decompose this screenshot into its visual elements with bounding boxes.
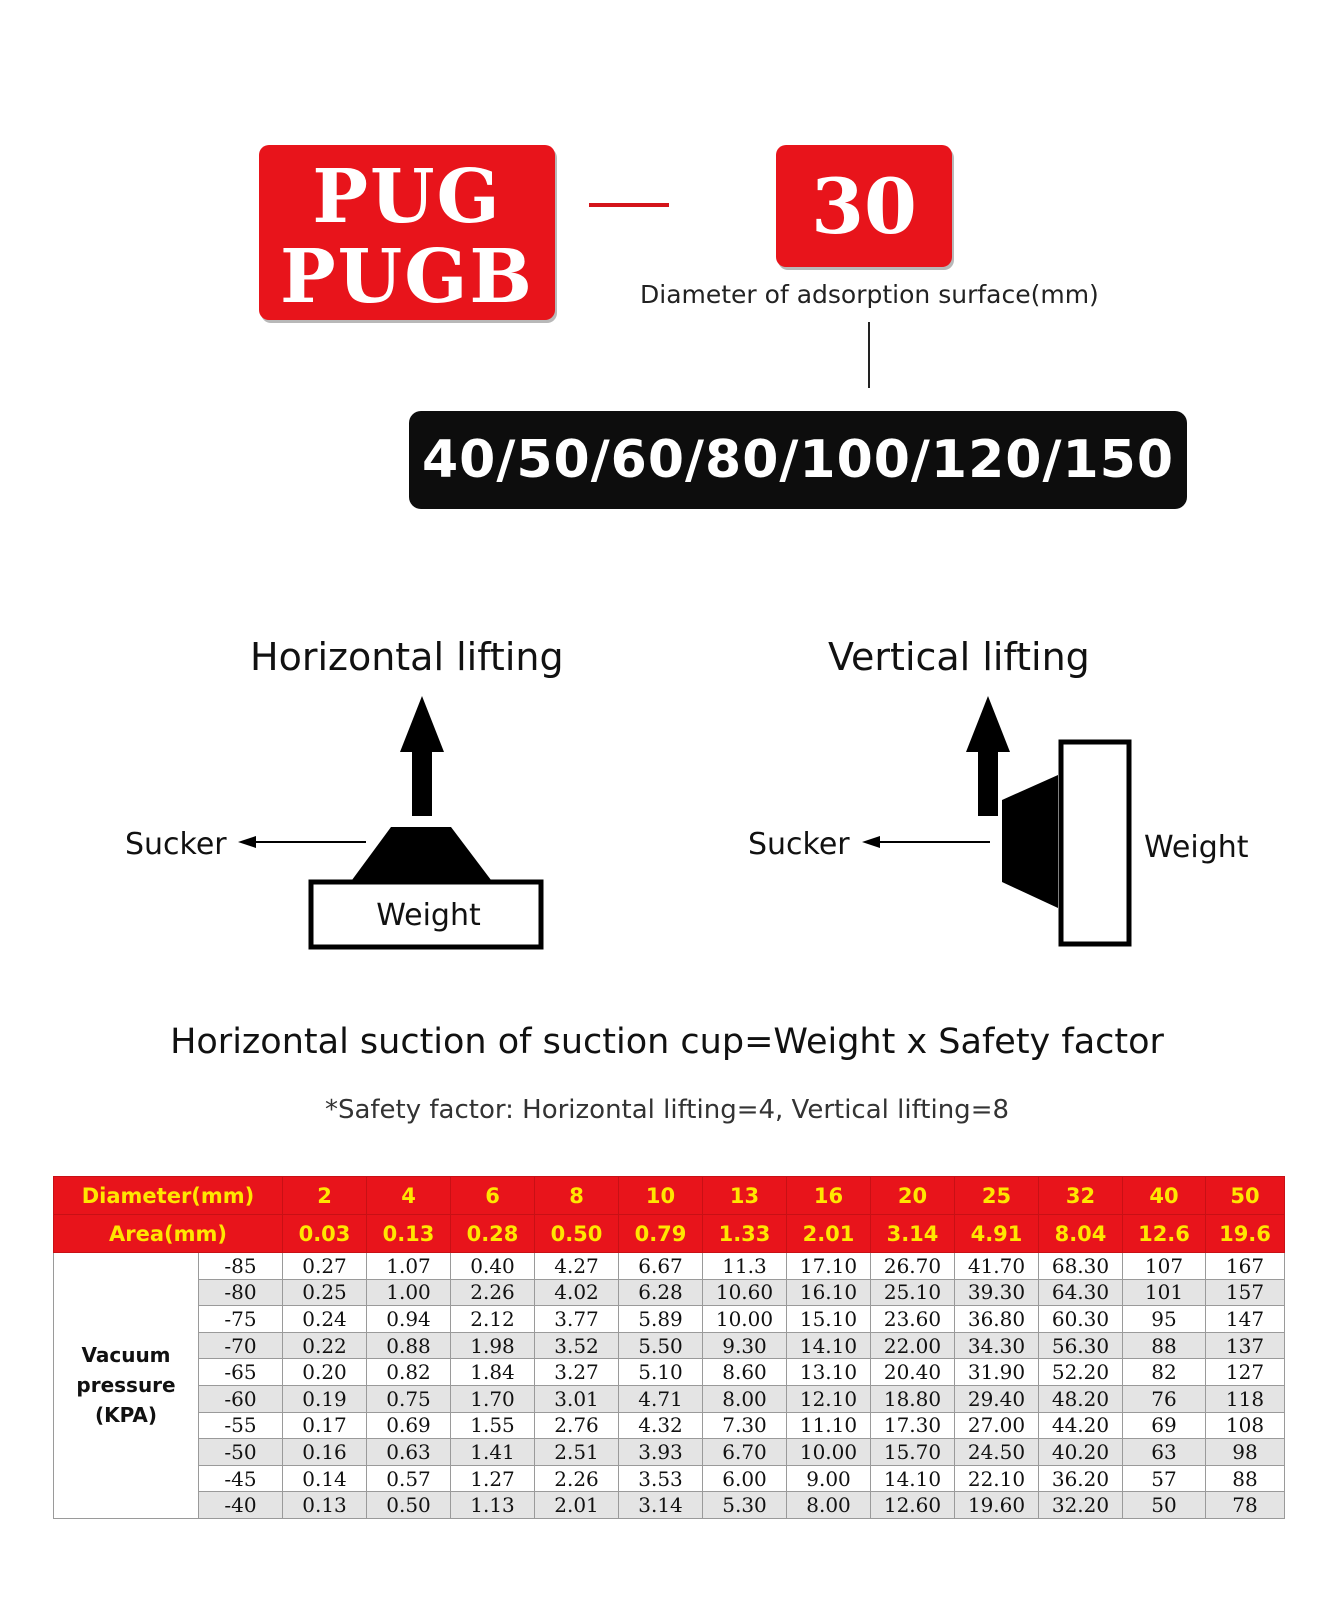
vacuum-pressure-label-line: pressure [76,1373,176,1398]
size-code: 30 [811,162,917,251]
suction-value-cell: 98 [1206,1439,1285,1466]
suction-force-table [53,1176,1285,1519]
lift-arrow-icon [966,696,1010,816]
suction-value-cell: 5.50 [619,1332,703,1359]
suction-value-cell: 2.12 [451,1306,535,1333]
area-header-row [54,1215,1285,1253]
suction-value-cell: 0.22 [283,1332,367,1359]
suction-value-cell: 12.10 [787,1385,871,1412]
suction-value-cell: 2.01 [535,1492,619,1519]
suction-value-cell: 1.70 [451,1385,535,1412]
suction-value-cell: 8.60 [703,1359,787,1386]
suction-value-cell: 78 [1206,1492,1285,1519]
diameter-header-cell: 25 [955,1177,1039,1215]
diameter-header-cell: 6 [451,1177,535,1215]
diameter-header-cell: 10 [619,1177,703,1215]
suction-value-cell: 0.13 [283,1492,367,1519]
suction-value-cell: 7.30 [703,1412,787,1439]
pressure-cell: -85 [199,1253,283,1280]
suction-value-cell: 3.01 [535,1385,619,1412]
suction-value-cell: 10.00 [787,1439,871,1466]
suction-value-cell: 15.10 [787,1306,871,1333]
diameter-header-cell: 20 [871,1177,955,1215]
suction-value-cell: 41.70 [955,1253,1039,1280]
suction-value-cell: 167 [1206,1253,1285,1280]
size-code-badge [776,145,952,267]
suction-value-cell: 0.19 [283,1385,367,1412]
weight-box [1061,742,1129,944]
suction-value-cell: 60.30 [1039,1306,1123,1333]
area-header-cell: 3.14 [871,1215,955,1253]
suction-value-cell: 52.20 [1039,1359,1123,1386]
suction-value-cell: 147 [1206,1306,1285,1333]
suction-value-cell: 1.07 [367,1253,451,1280]
suction-value-cell: 63 [1123,1439,1206,1466]
area-header-cell: 2.01 [787,1215,871,1253]
connector-line [868,322,870,388]
pressure-cell: -40 [199,1492,283,1519]
suction-value-cell: 48.20 [1039,1385,1123,1412]
pointer-arrow-icon [862,836,990,848]
suction-value-cell: 13.10 [787,1359,871,1386]
suction-value-cell: 17.30 [871,1412,955,1439]
suction-value-cell: 64.30 [1039,1279,1123,1306]
suction-value-cell: 118 [1206,1385,1285,1412]
suction-value-cell: 157 [1206,1279,1285,1306]
suction-value-cell: 3.53 [619,1465,703,1492]
suction-value-cell: 6.28 [619,1279,703,1306]
suction-value-cell: 1.27 [451,1465,535,1492]
suction-value-cell: 95 [1123,1306,1206,1333]
suction-value-cell: 3.77 [535,1306,619,1333]
suction-value-cell: 19.60 [955,1492,1039,1519]
diameter-header-cell: 2 [283,1177,367,1215]
area-header-cell: 0.50 [535,1215,619,1253]
pressure-cell: -80 [199,1279,283,1306]
pressure-cell: -70 [199,1332,283,1359]
suction-value-cell: 137 [1206,1332,1285,1359]
area-header-cell: 12.6 [1123,1215,1206,1253]
suction-value-cell: 39.30 [955,1279,1039,1306]
suction-value-cell: 17.10 [787,1253,871,1280]
suction-value-cell: 2.51 [535,1439,619,1466]
suction-value-cell: 69 [1123,1412,1206,1439]
area-header-cell: 0.13 [367,1215,451,1253]
diameter-header-cell: 40 [1123,1177,1206,1215]
vertical-weight-label: Weight [1144,830,1249,865]
suction-value-cell: 10.00 [703,1306,787,1333]
vacuum-pressure-label [54,1253,199,1519]
suction-value-cell: 4.71 [619,1385,703,1412]
suction-value-cell: 34.30 [955,1332,1039,1359]
suction-value-cell: 1.55 [451,1412,535,1439]
pressure-cell: -45 [199,1465,283,1492]
diameter-header-cell: 8 [535,1177,619,1215]
suction-value-cell: 82 [1123,1359,1206,1386]
suction-value-cell: 11.3 [703,1253,787,1280]
suction-value-cell: 68.30 [1039,1253,1123,1280]
vacuum-pressure-label-line: (KPA) [94,1403,158,1428]
suction-value-cell: 2.26 [535,1465,619,1492]
suction-value-cell: 9.00 [787,1465,871,1492]
table-row [54,1359,1285,1386]
area-header-cell: 0.79 [619,1215,703,1253]
diameter-header-label: Diameter(mm) [54,1177,283,1215]
suction-value-cell: 1.98 [451,1332,535,1359]
suction-value-cell: 22.10 [955,1465,1039,1492]
suction-value-cell: 0.16 [283,1439,367,1466]
suction-value-cell: 5.89 [619,1306,703,1333]
table-row [54,1439,1285,1466]
suction-value-cell: 0.40 [451,1253,535,1280]
table-row [54,1385,1285,1412]
lift-arrow-icon [400,696,444,816]
suction-value-cell: 44.20 [1039,1412,1123,1439]
suction-value-cell: 2.26 [451,1279,535,1306]
suction-value-cell: 15.70 [871,1439,955,1466]
diameter-header-cell: 32 [1039,1177,1123,1215]
horizontal-lifting-title: Horizontal lifting [250,635,564,679]
suction-value-cell: 36.80 [955,1306,1039,1333]
suction-value-cell: 3.93 [619,1439,703,1466]
suction-value-cell: 1.41 [451,1439,535,1466]
suction-value-cell: 4.32 [619,1412,703,1439]
size-caption: Diameter of adsorption surface(mm) [640,280,1099,309]
table-row [54,1412,1285,1439]
diameter-header-cell: 4 [367,1177,451,1215]
suction-value-cell: 0.88 [367,1332,451,1359]
suction-value-cell: 0.69 [367,1412,451,1439]
safety-factor-note: *Safety factor: Horizontal lifting=4, Vertical lifting=8 [324,1095,1010,1125]
suction-value-cell: 24.50 [955,1439,1039,1466]
suction-value-cell: 107 [1123,1253,1206,1280]
suction-value-cell: 0.17 [283,1412,367,1439]
pointer-arrow-icon [238,836,366,848]
suction-value-cell: 11.10 [787,1412,871,1439]
suction-value-cell: 76 [1123,1385,1206,1412]
suction-value-cell: 27.00 [955,1412,1039,1439]
table-row [54,1492,1285,1519]
suction-value-cell: 0.63 [367,1439,451,1466]
suction-value-cell: 14.10 [787,1332,871,1359]
diameter-header-cell: 16 [787,1177,871,1215]
table-row [54,1332,1285,1359]
suction-value-cell: 8.00 [787,1492,871,1519]
suction-value-cell: 0.82 [367,1359,451,1386]
suction-value-cell: 4.27 [535,1253,619,1280]
area-header-cell: 0.28 [451,1215,535,1253]
table-row [54,1253,1285,1280]
available-sizes-bar: 40/50/60/80/100/120/150 [409,411,1187,509]
sucker-shape [352,827,491,880]
suction-value-cell: 50 [1123,1492,1206,1519]
suction-value-cell: 40.20 [1039,1439,1123,1466]
suction-value-cell: 3.14 [619,1492,703,1519]
suction-value-cell: 0.50 [367,1492,451,1519]
suction-value-cell: 5.10 [619,1359,703,1386]
vertical-lifting-title: Vertical lifting [828,635,1090,679]
diameter-header-cell: 13 [703,1177,787,1215]
area-header-cell: 1.33 [703,1215,787,1253]
suction-value-cell: 25.10 [871,1279,955,1306]
suction-value-cell: 88 [1123,1332,1206,1359]
table-row [54,1465,1285,1492]
table-row [54,1306,1285,1333]
area-header-cell: 8.04 [1039,1215,1123,1253]
suction-value-cell: 32.20 [1039,1492,1123,1519]
pressure-cell: -55 [199,1412,283,1439]
suction-value-cell: 16.10 [787,1279,871,1306]
suction-value-cell: 6.70 [703,1439,787,1466]
suction-value-cell: 0.25 [283,1279,367,1306]
suction-value-cell: 10.60 [703,1279,787,1306]
suction-value-cell: 31.90 [955,1359,1039,1386]
suction-value-cell: 108 [1206,1412,1285,1439]
vacuum-pressure-label-line: Vacuum [81,1343,171,1368]
pressure-cell: -65 [199,1359,283,1386]
suction-value-cell: 1.00 [367,1279,451,1306]
suction-value-cell: 0.75 [367,1385,451,1412]
suction-value-cell: 127 [1206,1359,1285,1386]
area-header-cell: 0.03 [283,1215,367,1253]
suction-value-cell: 1.13 [451,1492,535,1519]
suction-value-cell: 0.57 [367,1465,451,1492]
suction-value-cell: 0.27 [283,1253,367,1280]
suction-value-cell: 1.84 [451,1359,535,1386]
area-header-cell: 19.6 [1206,1215,1285,1253]
diameter-header-cell: 50 [1206,1177,1285,1215]
suction-value-cell: 6.67 [619,1253,703,1280]
suction-value-cell: 12.60 [871,1492,955,1519]
suction-value-cell: 20.40 [871,1359,955,1386]
pressure-cell: -50 [199,1439,283,1466]
suction-formula: Horizontal suction of suction cup=Weight x Safety factor [170,1022,1164,1062]
suction-value-cell: 57 [1123,1465,1206,1492]
suction-value-cell: 3.27 [535,1359,619,1386]
suction-value-cell: 18.80 [871,1385,955,1412]
horizontal-weight-label: Weight [376,898,481,933]
vertical-lifting-diagram [667,690,1334,960]
model-code-badge [259,145,555,320]
suction-value-cell: 88 [1206,1465,1285,1492]
area-header-label: Area(mm) [54,1215,283,1253]
suction-value-cell: 0.14 [283,1465,367,1492]
suction-value-cell: 0.94 [367,1306,451,1333]
suction-value-cell: 29.40 [955,1385,1039,1412]
model-code-line1: PUG [312,154,502,240]
suction-value-cell: 26.70 [871,1253,955,1280]
suction-value-cell: 8.00 [703,1385,787,1412]
suction-value-cell: 5.30 [703,1492,787,1519]
area-header-cell: 4.91 [955,1215,1039,1253]
suction-value-cell: 0.24 [283,1306,367,1333]
diameter-header-row [54,1177,1285,1215]
suction-value-cell: 9.30 [703,1332,787,1359]
pressure-cell: -75 [199,1306,283,1333]
table-row [54,1279,1285,1306]
suction-value-cell: 23.60 [871,1306,955,1333]
suction-value-cell: 0.20 [283,1359,367,1386]
suction-value-cell: 14.10 [871,1465,955,1492]
suction-value-cell: 2.76 [535,1412,619,1439]
suction-value-cell: 22.00 [871,1332,955,1359]
suction-value-cell: 6.00 [703,1465,787,1492]
separator-dash [589,203,669,207]
sucker-shape [1002,775,1058,908]
suction-value-cell: 4.02 [535,1279,619,1306]
horizontal-sucker-label: Sucker [125,827,227,862]
pressure-cell: -60 [199,1385,283,1412]
suction-value-cell: 36.20 [1039,1465,1123,1492]
vertical-sucker-label: Sucker [748,827,850,862]
suction-value-cell: 56.30 [1039,1332,1123,1359]
suction-value-cell: 3.52 [535,1332,619,1359]
suction-value-cell: 101 [1123,1279,1206,1306]
model-code-line2: PUGB [280,234,534,320]
